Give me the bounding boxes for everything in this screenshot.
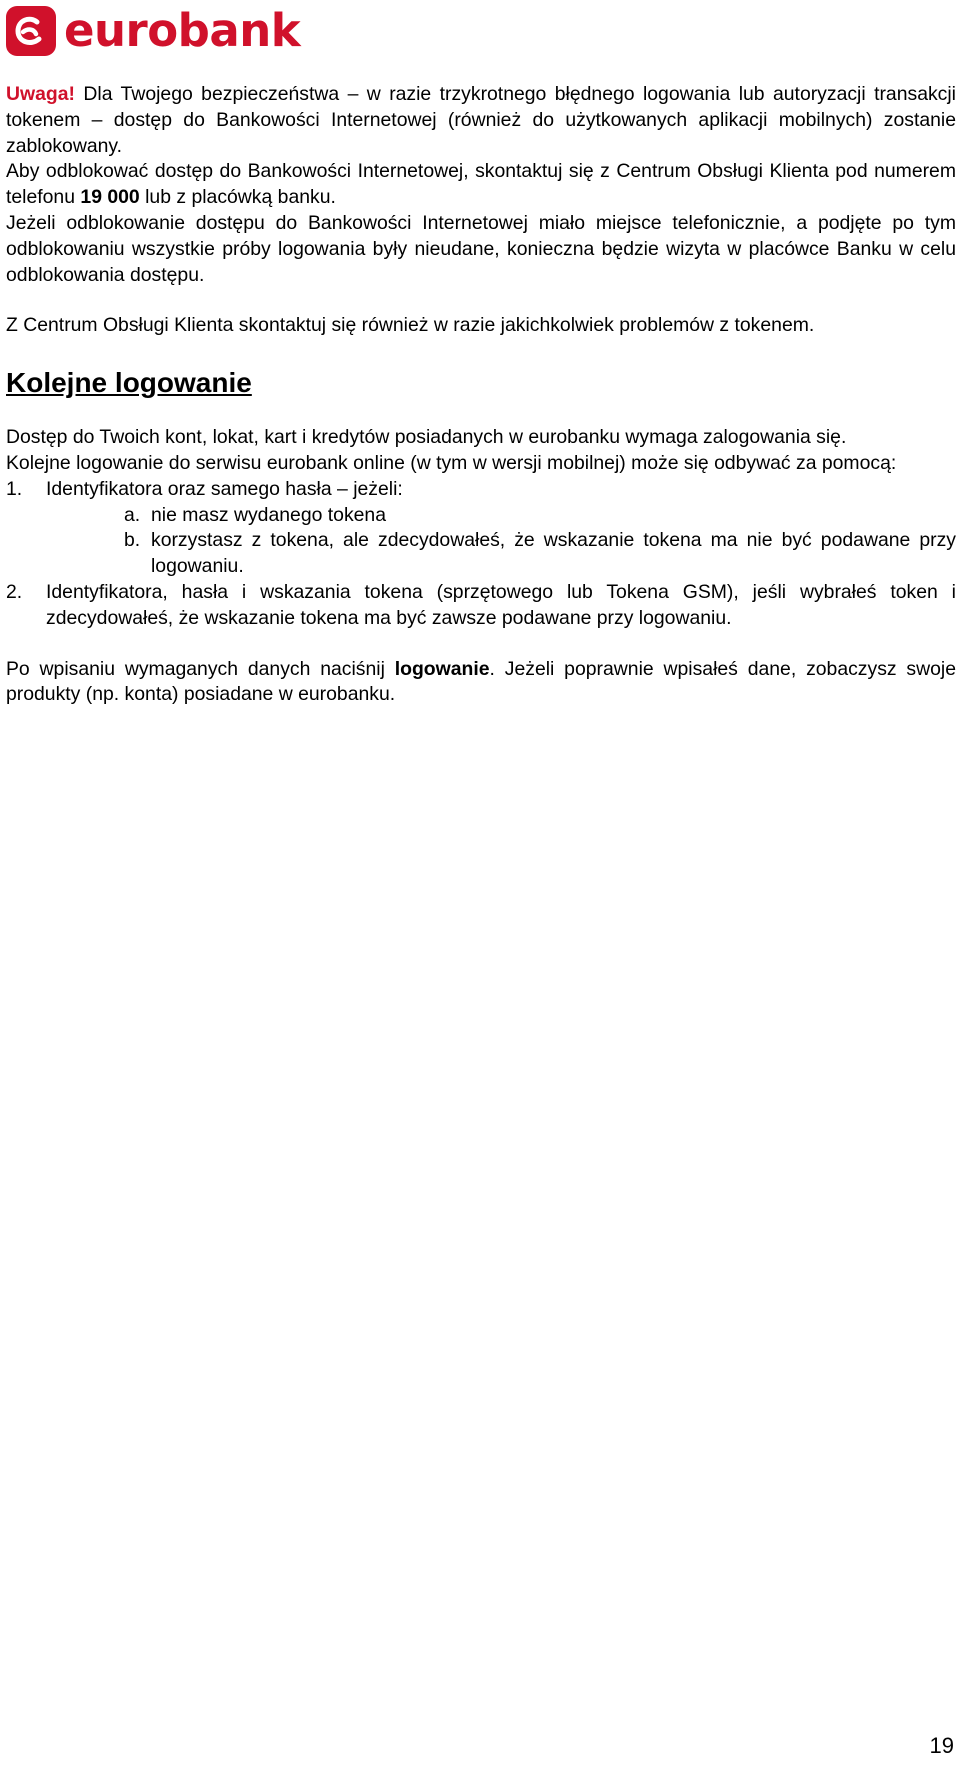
intro-paragraph-1: Dostęp do Twoich kont, lokat, kart i kredytów posiadanych w eurobanku wymaga zalogowania się. (6, 426, 847, 449)
unlock-paragraph (6, 159, 956, 211)
login-methods-list (6, 477, 956, 503)
list-item-text: Identyfikatora oraz samego hasła – jeżeli: (46, 477, 403, 500)
phone-number: 19 000 (80, 186, 140, 209)
sub-list (6, 503, 956, 580)
unlock-text-end: lub z placówką banku. (139, 186, 336, 209)
sub-list-item (124, 528, 956, 580)
outro-text: Po wpisaniu wymaganych danych naciśnij (6, 657, 395, 680)
login-methods-list-cont (6, 580, 956, 632)
intro-paragraph-2: Kolejne logowanie do serwisu eurobank online (w tym w wersji mobilnej) może się odbywać za pomocą: (6, 451, 897, 474)
outro-text-end: . Jeżeli poprawnie wpisałeś dane, zobaczysz swoje produkty (np. konta) posiadane w eurobanku. (6, 657, 957, 706)
list-number: 2. (6, 580, 23, 603)
section-heading: Kolejne logowanie (6, 367, 252, 399)
sub-list-text: korzystasz z tokena, ale zdecydowałeś, że wskazanie tokena ma nie być podawane przy logowaniu. (151, 529, 956, 578)
eurobank-logo-icon (6, 6, 56, 56)
sub-list-item (124, 503, 956, 529)
list-number: 1. (6, 477, 23, 500)
list-item (6, 580, 956, 632)
brand-logo (6, 6, 300, 56)
login-button-name: logowanie (394, 657, 490, 680)
warning-text: Dla Twojego bezpieczeństwa – w razie trzykrotnego błędnego logowania lub autoryzacji transakcji tokenem – dostęp do Bankowości Internetowej (również do użytkowanych aplikacji mobilnych) zostanie zablokowany. (6, 83, 956, 157)
list-item (6, 477, 956, 503)
sub-list-text: nie masz wydanego tokena (151, 503, 386, 526)
brand-name: eurobank (64, 4, 301, 57)
sub-list-letter: b. (124, 529, 141, 552)
phone-unlock-paragraph: Jeżeli odblokowanie dostępu do Bankowości Internetowej miało miejsce telefonicznie, a podjęte po tym odblokowaniu wszystkie próby logowania były nieudane, konieczna będzie wizyta w placówce Banku w celu odblokowania dostępu. (6, 211, 956, 286)
unlock-text: Aby odblokować dostęp do Bankowości Internetowej, skontaktuj się z Centrum Obsługi Klienta pod numerem telefonu (6, 160, 956, 209)
warning-paragraph (6, 82, 956, 159)
page-content (6, 82, 956, 708)
outro-paragraph (6, 657, 956, 709)
contact-note: Z Centrum Obsługi Klienta skontaktuj się również w razie jakichkolwiek problemów z tokenem. (6, 314, 815, 337)
warning-label: Uwaga! (6, 83, 75, 105)
list-item-text: Identyfikatora, hasła i wskazania tokena (sprzętowego lub Tokena GSM), jeśli wybrałeś token i zdecydowałeś, że wskazanie tokena ma być zawsze podawane przy logowaniu. (46, 580, 956, 629)
sub-list-letter: a. (124, 503, 141, 526)
page-number: 19 (929, 1733, 954, 1758)
